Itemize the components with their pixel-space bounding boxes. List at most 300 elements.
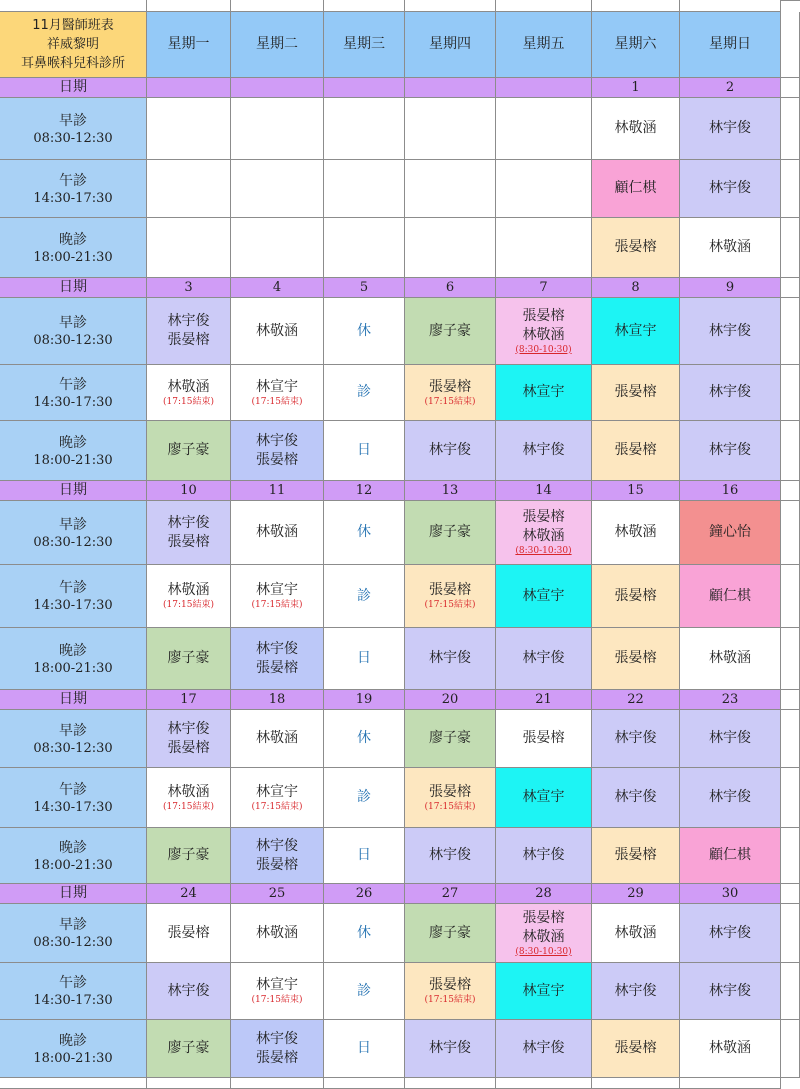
shift-name: 早診 [59,722,87,739]
doctor-name: 廖子豪 [429,322,471,339]
doctor-cell [231,298,324,365]
doctor-name: 林宣宇 [522,789,565,805]
closed-mark: 診 [357,587,371,604]
doctor-cell [231,904,324,963]
spacer-cell [781,710,800,768]
date-cell [496,278,592,298]
doctor-cell [405,904,496,963]
date-number: 29 [627,886,644,901]
doctor-name: 廖子豪 [429,524,471,540]
doctor-name: 林敬涵 [709,1040,751,1056]
doctor-name: 張晏榕 [614,847,657,863]
doctor-name: 張晏榕 [429,977,471,993]
date-number: 9 [725,280,735,295]
doctor-name: 張晏榕 [429,783,471,800]
date-number: 26 [355,886,373,901]
doctor-cell [231,421,324,481]
doctor-cell [147,298,231,365]
date-number: 3 [184,280,193,295]
date-row-label [0,884,147,904]
doctor-name: 林宇俊 [614,982,657,999]
date-number: 24 [180,886,197,901]
doctor-cell [496,628,592,690]
doctor-cell [147,628,231,690]
date-cell [405,884,496,904]
doctor-name: 張晏榕 [522,909,565,926]
spacer-cell [781,690,800,710]
date-cell [496,884,592,904]
doctor-cell [147,421,231,481]
shift-time: 14:30-17:30 [33,993,113,1008]
shift-time: 14:30-17:30 [33,799,113,815]
doctor-name: 廖子豪 [429,730,471,746]
doctor-name: 林敬涵 [256,322,298,339]
date-cell [496,690,592,710]
shift-note: (17:15結束) [424,995,476,1005]
doctor-name: 林宇俊 [429,442,471,458]
doctor-name: 林宇俊 [709,180,751,196]
weekday-header [147,12,231,78]
date-cell [405,78,496,98]
shift-label-cell [0,828,147,884]
bottom-blank-cell [0,1078,147,1089]
doctor-cell [592,298,680,365]
date-row-label [0,278,147,298]
doctor-cell [680,710,781,768]
shift-name: 午診 [59,975,87,991]
top-blank-cell [496,0,592,12]
closed-cell [324,963,405,1020]
date-cell [147,690,231,710]
shift-note: (17:15結束) [424,801,476,812]
shift-label-cell [0,1020,147,1078]
doctor-cell [496,1020,592,1078]
shift-name: 早診 [59,516,87,533]
doctor-name: 林敬涵 [256,524,298,540]
shift-name: 午診 [59,172,87,189]
top-blank-cell [0,0,147,12]
doctor-name: 張晏榕 [614,650,657,666]
date-label: 日期 [59,482,87,498]
doctor-name: 林宇俊 [709,730,751,746]
doctor-name: 顧仁棋 [709,587,751,604]
doctor-name: 林敬涵 [256,730,298,746]
doctor-cell [231,768,324,828]
doctor-name: 鐘心怡 [709,524,751,540]
doctor-name: 張晏榕 [429,378,471,395]
doctor-cell [592,904,680,963]
doctor-cell [147,1020,231,1078]
doctor-cell [680,218,781,278]
shift-note: (17:15結束) [163,396,214,407]
doctor-name: 張晏榕 [614,384,657,400]
doctor-cell [496,768,592,828]
doctor-cell [405,768,496,828]
doctor-cell [147,710,231,768]
doctor-name: 林宇俊 [522,1040,565,1056]
shift-label-cell [0,710,147,768]
doctor-cell [680,298,781,365]
closed-cell [324,828,405,884]
doctor-cell [405,421,496,481]
closed-mark: 日 [357,650,371,666]
doctor-cell [680,828,781,884]
closed-mark: 診 [357,789,371,805]
doctor-cell [592,710,680,768]
date-cell [680,278,781,298]
weekday-label: 星期六 [614,36,657,52]
doctor-name: 廖子豪 [167,1040,210,1056]
doctor-cell [405,501,496,565]
date-row-label [0,690,147,710]
shift-label-cell [0,565,147,628]
doctor-cell [147,98,231,160]
doctor-name: 張晏榕 [167,739,210,756]
doctor-cell [680,768,781,828]
doctor-cell [496,98,592,160]
doctor-cell [405,218,496,278]
date-cell [147,278,231,298]
doctor-name: 張晏榕 [256,1049,298,1066]
date-cell [147,78,231,98]
date-number: 17 [180,692,197,707]
shift-name: 午診 [59,781,87,798]
doctor-name: 林宣宇 [522,384,565,400]
shift-time: 14:30-17:30 [33,190,113,206]
date-number: 2 [725,80,735,95]
doctor-name: 林宇俊 [256,640,298,657]
bottom-blank-cell [405,1078,496,1089]
date-cell [231,278,324,298]
top-blank-cell [405,0,496,12]
closed-cell [324,501,405,565]
top-blank-cell [592,0,680,12]
bottom-blank-cell [680,1078,781,1089]
doctor-cell [231,963,324,1020]
date-number: 7 [539,280,548,295]
doctor-name: 林宣宇 [256,783,298,800]
doctor-cell [496,298,592,365]
doctor-name: 林宇俊 [429,650,471,666]
doctor-name: 林宇俊 [709,789,751,805]
doctor-name: 林敬涵 [167,783,210,800]
doctor-cell [231,1020,324,1078]
doctor-cell [405,565,496,628]
spacer-cell [781,768,800,828]
spacer-cell [781,481,800,501]
shift-time: 18:00-21:30 [33,1050,113,1066]
shift-note: (8:30-10:30) [515,946,572,957]
doctor-name: 顧仁棋 [709,847,751,863]
doctor-name: 林宇俊 [522,650,565,666]
title-line-1: 11月醫師班表 [32,18,114,33]
shift-note: (17:15結束) [251,600,303,610]
doctor-cell [231,828,324,884]
shift-label-cell [0,963,147,1020]
doctor-cell [680,628,781,690]
doctor-cell [324,218,405,278]
doctor-cell [405,160,496,218]
doctor-name: 林宣宇 [256,582,298,598]
spacer-cell [781,218,800,278]
closed-cell [324,565,405,628]
doctor-name: 張晏榕 [167,924,210,941]
date-cell [680,481,781,501]
shift-time: 08:30-12:30 [33,935,113,950]
closed-mark: 日 [357,847,371,863]
doctor-cell [496,904,592,963]
doctor-name: 林宇俊 [167,313,210,329]
weekday-label: 星期二 [256,36,298,52]
date-cell [324,481,405,501]
doctor-name: 林宇俊 [167,982,210,999]
doctor-cell [405,963,496,1020]
shift-note: (17:15結束) [251,396,303,407]
shift-time: 08:30-12:30 [33,130,113,146]
top-blank-cell [231,0,324,12]
weekday-label: 星期日 [709,36,751,52]
doctor-cell [405,298,496,365]
weekday-label: 星期五 [522,36,565,52]
doctor-name: 林宇俊 [614,730,657,746]
doctor-name: 林宣宇 [256,977,298,993]
shift-name: 晚診 [59,1032,87,1049]
date-number: 13 [441,483,459,498]
date-cell [496,78,592,98]
date-number: 23 [721,692,739,707]
weekday-header [405,12,496,78]
top-blank-cell [147,0,231,12]
shift-label-cell [0,218,147,278]
doctor-cell [680,1020,781,1078]
doctor-cell [680,98,781,160]
bottom-blank-cell [324,1078,405,1089]
shift-note: (17:15結束) [424,600,476,610]
date-cell [592,884,680,904]
closed-mark: 診 [357,982,371,999]
doctor-name: 林宇俊 [522,847,565,863]
date-number: 5 [359,280,369,295]
doctor-name: 林宇俊 [709,924,751,941]
date-cell [231,481,324,501]
date-number: 28 [535,886,552,901]
doctor-cell [496,565,592,628]
doctor-cell [680,501,781,565]
doctor-name: 林宇俊 [256,432,298,449]
spacer-cell [781,963,800,1020]
shift-name: 晚診 [59,434,87,451]
date-label: 日期 [59,691,87,707]
closed-cell [324,768,405,828]
date-cell [592,690,680,710]
weekday-header [496,12,592,78]
closed-mark: 休 [357,730,371,746]
shift-label-cell [0,628,147,690]
doctor-name: 張晏榕 [167,332,210,348]
doctor-cell [147,218,231,278]
doctor-name: 張晏榕 [256,451,298,468]
doctor-name: 林敬涵 [256,924,298,941]
doctor-name: 林敬涵 [167,582,210,598]
doctor-name: 張晏榕 [167,533,210,550]
spacer-cell [781,78,800,98]
date-number: 16 [721,483,739,498]
doctor-cell [405,628,496,690]
date-number: 8 [631,280,640,295]
doctor-cell [592,501,680,565]
doctor-cell [592,828,680,884]
doctor-cell [680,904,781,963]
date-cell [680,690,781,710]
date-cell [405,690,496,710]
date-number: 21 [535,692,552,707]
doctor-cell [147,904,231,963]
doctor-cell [147,963,231,1020]
doctor-name: 林宇俊 [429,847,471,863]
doctor-cell [592,565,680,628]
doctor-name: 林宇俊 [167,514,210,531]
doctor-name: 張晏榕 [522,730,565,746]
date-cell [324,278,405,298]
doctor-name: 林敬涵 [522,528,565,544]
date-number: 11 [268,483,286,498]
date-number: 1 [631,80,640,95]
shift-note: (17:15結束) [251,995,303,1005]
spacer-cell [781,98,800,160]
date-number: 10 [180,483,197,498]
doctor-cell [231,365,324,421]
date-number: 14 [535,483,552,498]
doctor-name: 張晏榕 [614,1040,657,1056]
doctor-name: 林敬涵 [614,524,657,540]
date-number: 12 [355,483,373,498]
spacer-cell [781,501,800,565]
date-cell [405,278,496,298]
date-number: 20 [441,692,459,707]
doctor-cell [592,963,680,1020]
date-row-label [0,78,147,98]
doctor-name: 林宇俊 [167,720,210,737]
top-blank-cell [324,0,405,12]
shift-label-cell [0,298,147,365]
shift-time: 08:30-12:30 [33,333,113,348]
doctor-cell [147,768,231,828]
date-cell [405,481,496,501]
shift-note: (17:15結束) [163,801,214,812]
date-cell [147,884,231,904]
spacer-cell [781,828,800,884]
closed-cell [324,904,405,963]
doctor-name: 廖子豪 [167,847,210,863]
date-cell [147,481,231,501]
title-line-2: 祥威黎明 [46,37,99,52]
doctor-cell [680,160,781,218]
doctor-name: 林宣宇 [614,322,657,339]
shift-note: (8:30-10:30) [515,546,572,556]
spacer-cell [781,884,800,904]
doctor-cell [680,421,781,481]
closed-mark: 日 [357,1040,371,1056]
doctor-cell [405,710,496,768]
doctor-name: 張晏榕 [256,659,298,676]
date-number: 27 [441,886,459,901]
closed-cell [324,298,405,365]
doctor-cell [496,828,592,884]
doctor-cell [592,628,680,690]
doctor-cell [231,218,324,278]
date-cell [592,481,680,501]
date-cell [680,78,781,98]
shift-time: 18:00-21:30 [33,249,113,265]
doctor-cell [231,628,324,690]
closed-mark: 休 [357,524,371,540]
closed-mark: 日 [357,442,371,458]
date-cell [592,78,680,98]
doctor-cell [496,160,592,218]
doctor-name: 廖子豪 [429,924,471,941]
doctor-cell [592,1020,680,1078]
date-cell [231,884,324,904]
date-number: 30 [721,886,739,901]
shift-time: 14:30-17:30 [33,598,113,613]
spacer-cell [781,365,800,421]
date-label: 日期 [59,885,87,901]
doctor-name: 廖子豪 [167,650,210,666]
shift-label-cell [0,160,147,218]
closed-mark: 診 [357,384,371,400]
date-number: 4 [272,280,282,295]
shift-name: 早診 [59,112,87,129]
bottom-blank-cell [496,1078,592,1089]
date-cell [231,690,324,710]
doctor-cell [680,565,781,628]
shift-name: 午診 [59,580,87,596]
shift-time: 18:00-21:30 [33,452,113,468]
doctor-name: 林宇俊 [709,384,751,400]
weekday-header [324,12,405,78]
spacer-cell [781,1020,800,1078]
spacer-cell [781,421,800,481]
title-line-3: 耳鼻喉科兒科診所 [20,56,125,71]
date-label: 日期 [59,79,87,95]
doctor-name: 林宣宇 [522,587,565,604]
shift-label-cell [0,98,147,160]
shift-label-cell [0,501,147,565]
doctor-name: 林敬涵 [709,650,751,666]
shift-label-cell [0,904,147,963]
top-blank-cell [680,0,781,12]
shift-time: 08:30-12:30 [33,534,113,550]
weekday-label: 星期三 [343,36,385,52]
doctor-cell [405,98,496,160]
shift-note: (8:30-10:30) [515,344,572,355]
shift-time: 18:00-21:30 [33,660,113,676]
date-number: 25 [268,886,286,901]
weekday-header [680,12,781,78]
doctor-name: 林敬涵 [614,120,657,136]
doctor-cell [592,98,680,160]
doctor-name: 林敬涵 [522,928,565,945]
doctor-cell [231,160,324,218]
doctor-cell [405,828,496,884]
doctor-name: 林宇俊 [614,789,657,805]
doctor-cell [496,218,592,278]
doctor-cell [231,501,324,565]
spacer-cell [781,298,800,365]
closed-cell [324,421,405,481]
spacer-cell [781,278,800,298]
closed-cell [324,628,405,690]
